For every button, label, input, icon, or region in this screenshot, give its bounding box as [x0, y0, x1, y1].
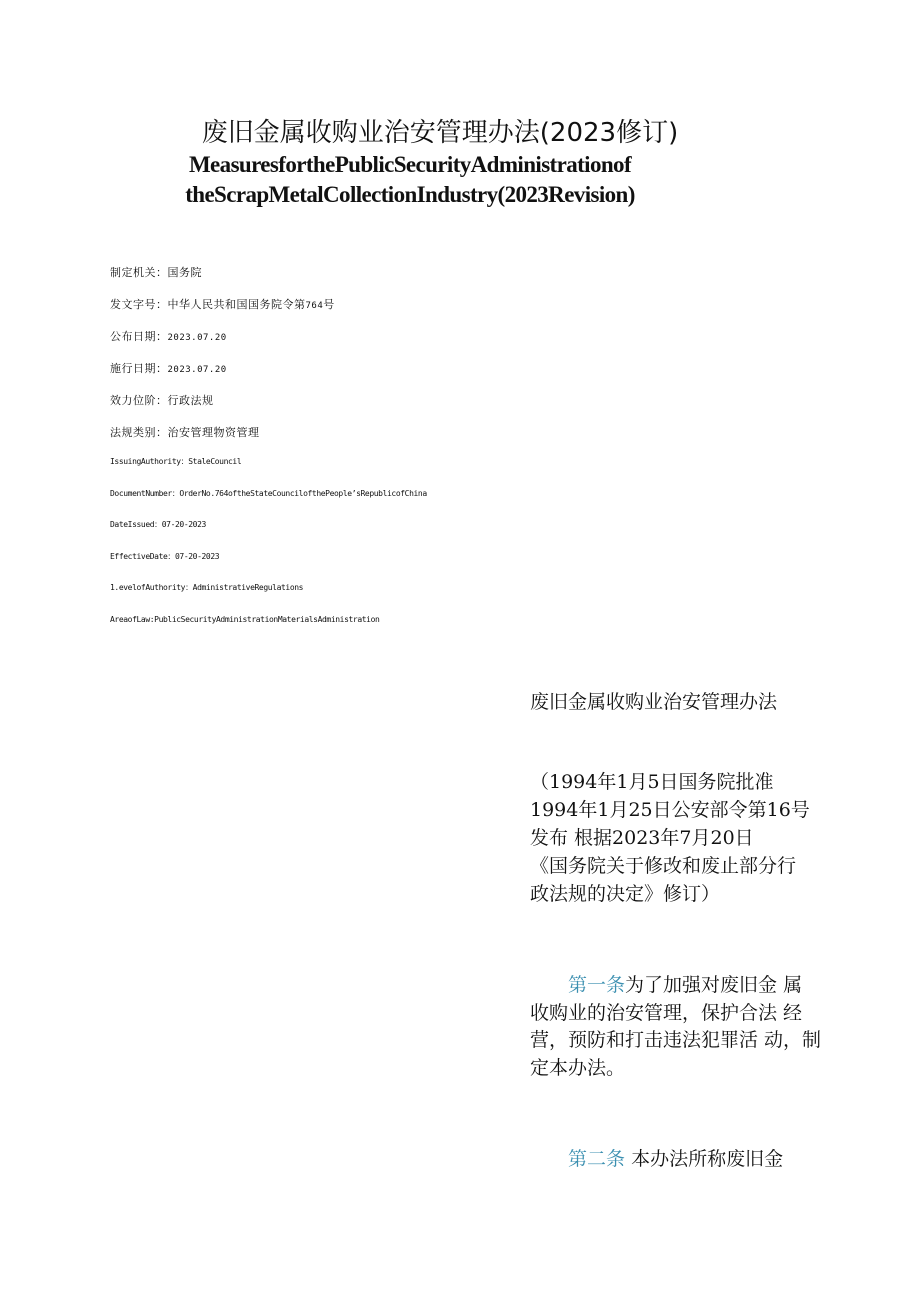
article-2: [530, 1146, 856, 1174]
meta-effective-date-zh: [110, 358, 630, 390]
note-line: 《国务院关于修改和废止部分行: [530, 855, 797, 877]
law-heading: 废旧金属收购业治安管理办法: [530, 691, 778, 713]
article-1-line: 定本办法。: [530, 1056, 626, 1079]
meta-document-number-zh: [110, 294, 630, 326]
article-2-text: 本办法所称废旧金: [625, 1148, 784, 1170]
meta-area-of-law-en: AreaofLaw:PublicSecurityAdministrationMaterialsAdministration: [110, 614, 380, 624]
article-1-line: 营，预防和打击违法犯罪活 动，制: [530, 1029, 822, 1051]
meta-label: 制定机关：: [110, 266, 168, 279]
article-2-first-line: [530, 1146, 856, 1174]
note-line: 1994年1月25日公安部令第16号: [530, 799, 810, 821]
meta-level-of-authority-en: 1.evelofAuthority：AdministrativeRegulations: [110, 583, 304, 592]
document-title-en-line-1: MeasuresforthePublicSecurityAdministrationof: [188, 152, 632, 177]
meta-label: 施行日期：: [110, 362, 168, 375]
meta-value: 国务院: [167, 266, 202, 279]
meta-value-suffix: 号: [323, 298, 335, 311]
meta-label: 公布日期：: [110, 330, 168, 343]
note-line: 政法规的决定》修订）: [530, 883, 721, 905]
article-1: [530, 972, 856, 1082]
note-line: （1994年1月5日国务院批准: [530, 771, 774, 793]
meta-issuing-authority-zh: [110, 262, 630, 294]
law-revision-note: [530, 768, 856, 908]
meta-value: 2023.07.20: [167, 365, 227, 375]
meta-value: 中华人民共和国国务院令第: [167, 298, 306, 311]
meta-value: 2023.07.20: [167, 333, 227, 343]
article-2-label: 第二条: [568, 1148, 626, 1170]
meta-date-issued-zh: [110, 326, 630, 358]
document-title-en-line-2: theScrapMetalCollectionIndustry(2023Revision): [185, 182, 635, 207]
meta-issuing-authority-en: IssuingAuthority：StaleCouncil: [110, 457, 242, 466]
article-1-text: 为了加强对废旧金 属: [625, 974, 803, 996]
note-line: 发布 根据2023年7月20日: [530, 827, 754, 849]
document-title-zh: 废旧金属收购业治安管理办法(2023修订): [201, 118, 679, 148]
meta-label: 效力位阶：: [110, 394, 168, 407]
meta-area-of-law-zh: [110, 422, 630, 454]
article-1-label: 第一条: [568, 974, 626, 996]
meta-document-number-en: DocumentNumber：OrderNo.764oftheStateCouncilofthePeople’sRepublicofChina: [110, 488, 427, 498]
metadata-block: [110, 262, 630, 643]
meta-value: 行政法规: [167, 394, 214, 407]
meta-date-issued-en: DateIssued：07-20-2023: [110, 520, 206, 529]
meta-label: 发文字号：: [110, 298, 168, 311]
meta-label: 法规类别：: [110, 426, 168, 439]
meta-effective-date-en: EffectiveDate：07-20-2023: [110, 551, 220, 561]
meta-value-number: 764: [305, 301, 324, 311]
article-1-line: 收购业的治安管理，保护合法 经: [530, 1001, 803, 1024]
meta-level-of-authority-zh: [110, 390, 630, 422]
meta-value: 治安管理物资管理: [167, 426, 260, 439]
document-title-en: [0, 150, 820, 210]
article-1-first-line: [530, 972, 856, 1000]
